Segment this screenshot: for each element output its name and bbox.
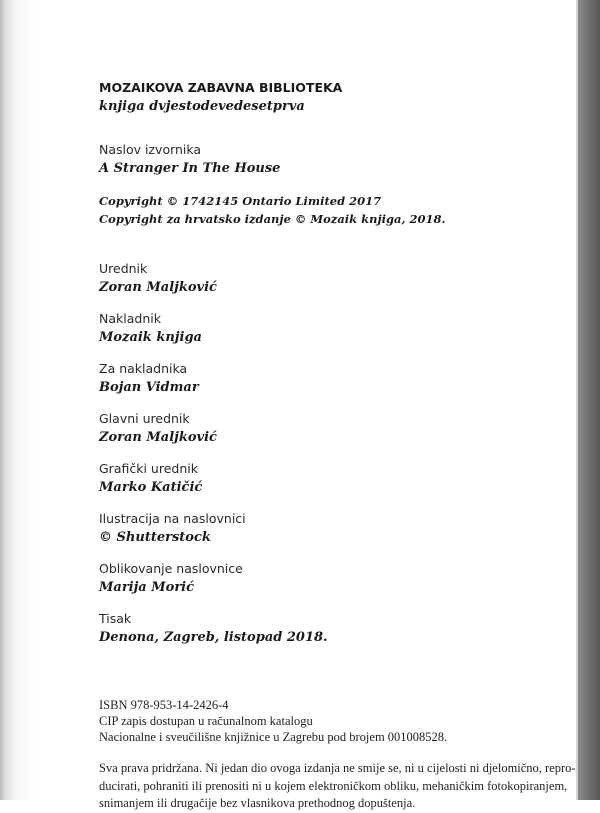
copyright-block [99, 192, 569, 228]
credit-label: Za nakladnika [99, 361, 188, 376]
page-fold-shadow [0, 0, 36, 800]
credit-oblikovanje [99, 559, 569, 597]
cip-line-1: CIP zapis dostupan u računalnom katalogu [99, 714, 313, 728]
book-binding-edge [578, 0, 600, 800]
credit-label: Tisak [99, 611, 132, 626]
series-volume: knjiga dvjestodevedesetprva [99, 99, 305, 114]
rights-line-2: ducirati, pohraniti ili prenositi ni u kojem elektroničkom obliku, mehaničkim fotokopiranjem, [99, 778, 568, 793]
credit-value: Denona, Zagreb, listopad 2018. [99, 630, 328, 645]
credit-label: Grafički urednik [99, 461, 198, 476]
credit-value: © Shutterstock [99, 530, 211, 545]
isbn-cip-block [99, 697, 569, 745]
cip-line-2: Nacionalne i sveučilišne knjižnice u Zagrebu pod brojem 001008528. [99, 730, 448, 744]
credit-glavni-urednik [99, 409, 569, 447]
credit-tisak [99, 609, 569, 647]
original-title-value: A Stranger In The House [99, 161, 281, 176]
credit-za-nakladnika [99, 359, 569, 397]
rights-line-3: snimanjem ili drugačije bez vlasnikova prethodnog dopuštenja. [99, 796, 416, 810]
credit-graficki-urednik [99, 459, 569, 497]
credit-value: Mozaik knjiga [99, 330, 202, 345]
credit-urednik [99, 259, 569, 297]
isbn: ISBN 978-953-14-2426-4 [99, 698, 229, 712]
credit-value: Zoran Maljković [99, 430, 217, 445]
credit-ilustracija [99, 509, 569, 547]
imprint-block [99, 78, 569, 647]
credit-label: Urednik [99, 261, 148, 276]
credit-label: Ilustracija na naslovnici [99, 511, 246, 526]
credit-label: Glavni urednik [99, 411, 190, 426]
credit-value: Marija Morić [99, 580, 195, 595]
credit-value: Zoran Maljković [99, 280, 217, 295]
rights-notice [99, 760, 576, 813]
rights-line-1: Sva prava pridržana. Ni jedan dio ovoga izdanja ne smije se, ni u cijelosti ni djelomično, repro- [99, 761, 576, 775]
series-title: MOZAIKOVA ZABAVNA BIBLIOTEKA [99, 80, 343, 95]
copyright-line-original: Copyright © 1742145 Ontario Limited 2017 [99, 194, 382, 208]
credit-label: Nakladnik [99, 311, 161, 326]
copyright-line-croatian: Copyright za hrvatsko izdanje © Mozaik knjiga, 2018. [99, 212, 446, 226]
credit-value: Bojan Vidmar [99, 380, 199, 395]
credit-value: Marko Katičić [99, 480, 203, 495]
credit-nakladnik [99, 309, 569, 347]
credit-label: Oblikovanje naslovnice [99, 561, 243, 576]
original-title-label: Naslov izvornika [99, 142, 202, 157]
